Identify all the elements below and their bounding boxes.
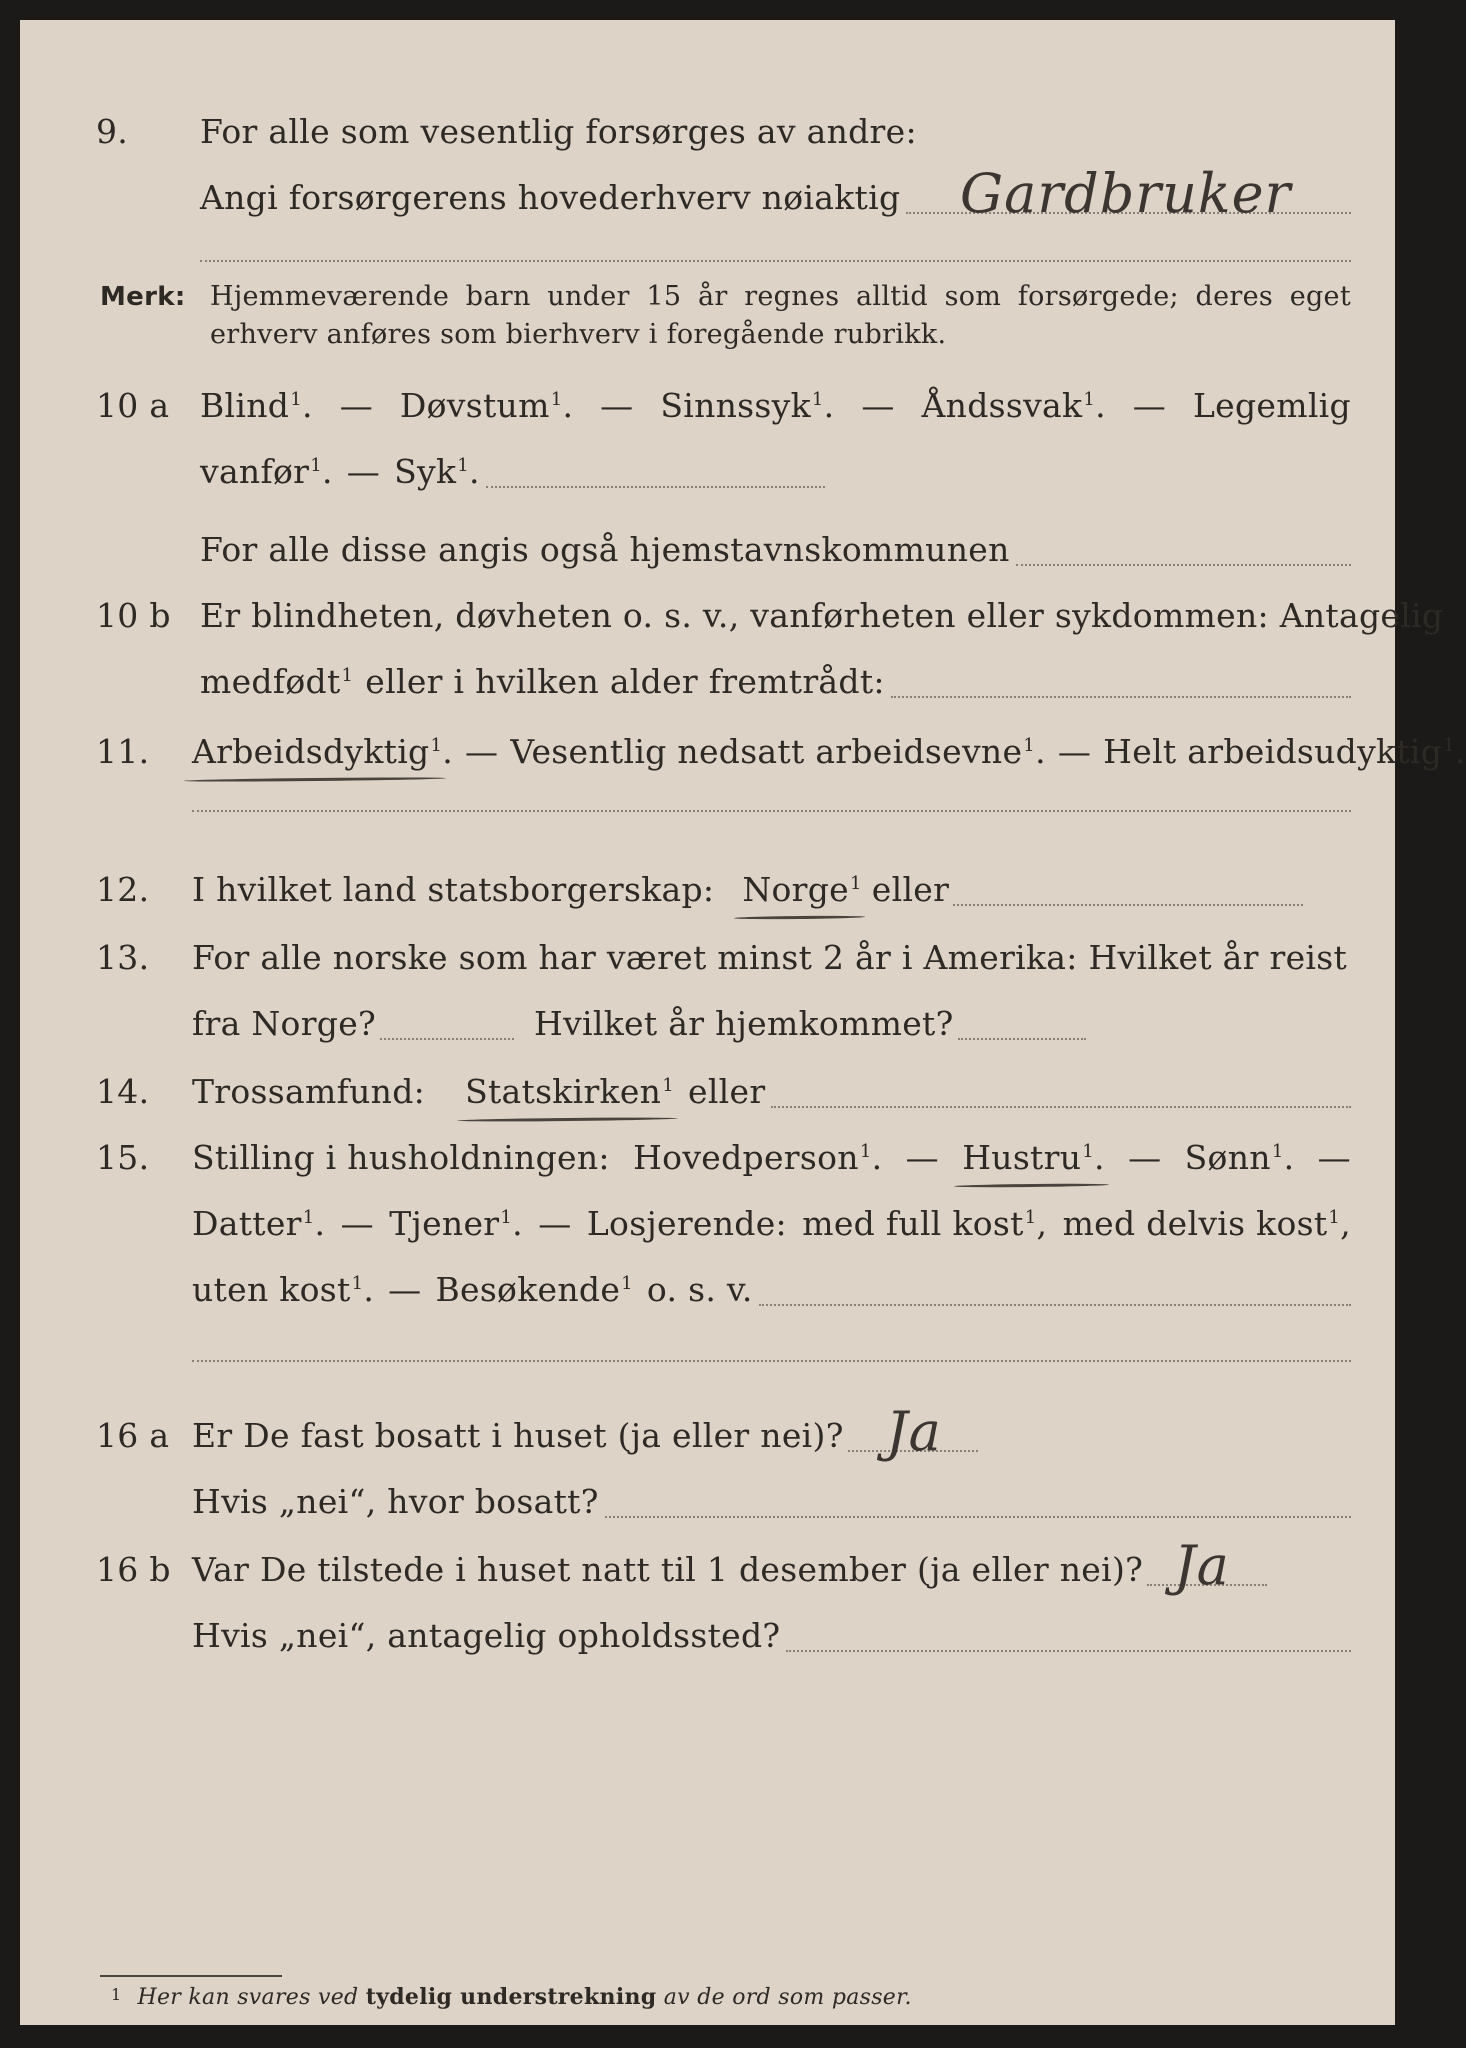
q13-fra-prompt: fra Norge? [192, 1004, 377, 1043]
q10a-syk-line [486, 486, 825, 488]
q11-line: 11. Arbeidsdyktig$^1$ . — Vesentlig nedsatt arbeidsevne$^1$. — Helt arbeidsudyktig$^1$. [96, 732, 1466, 771]
opt-andssvak: Åndssvak [921, 386, 1083, 425]
q12-number: 12. [96, 870, 150, 909]
q14-line: 14. Trossamfund: Statskirken$^1$ eller [192, 1072, 1351, 1116]
opt-vanfor: vanfør [200, 452, 310, 491]
q15-line1: 15. Stilling i husholdningen: Hovedperson$^1$. — Hustru$^1$. — Sønn$^1$. — [96, 1138, 1351, 1177]
q10b-line2: medfødt$^1$ eller i hvilken alder fremtrådt: [200, 662, 1351, 706]
q13-hjem-line [958, 1038, 1086, 1040]
q9-line1 [96, 112, 1351, 156]
opt-blind: Blind [200, 386, 290, 425]
q16b-followup-line [786, 1650, 1351, 1652]
merk-note [100, 278, 1351, 350]
q16a-followup-line [605, 1516, 1351, 1518]
census-form-page [20, 20, 1466, 2025]
q11-number: 11. [96, 732, 150, 771]
q10a-hjemstavn-line [1016, 564, 1351, 566]
q13-text: For alle norske som har været minst 2 år i Amerika: Hvilket år reist [192, 938, 1348, 977]
q16a-line1 [96, 1400, 1351, 1463]
q12-line: 12. I hvilket land statsborgerskap: Norge$^1$ eller [192, 870, 1351, 914]
q10b-line1 [96, 596, 1444, 640]
q10b-alder-prompt: eller i hvilken alder fremtrådt: [365, 662, 885, 701]
q13-line1 [96, 938, 1351, 982]
opt-delvis-kost: med delvis kost [1062, 1204, 1328, 1243]
merk-text: Hjemmeværende barn under 15 år regnes alltid som forsørgede; deres eget erhverv anføres som bierhverv i foregående rubrikk. [210, 281, 1351, 350]
opt-udyktig: Helt arbeidsudyktig [1103, 732, 1443, 771]
opt-hovedperson: Hovedperson [633, 1138, 859, 1177]
q10a-number: 10 a [96, 386, 170, 425]
q13-line2 [192, 1004, 1351, 1048]
opt-datter: Datter [192, 1204, 302, 1243]
q11-extra-line [192, 810, 1351, 812]
q13-number: 13. [96, 938, 150, 977]
opt-norge-underlined: Norge$^1$ [742, 870, 862, 909]
q10a-line3 [200, 530, 1351, 574]
opt-sinnssyk: Sinnssyk [660, 386, 811, 425]
opt-arbeidsdyktig-underlined: Arbeidsdyktig$^1$ [192, 732, 443, 771]
q13-fra-line [380, 1038, 514, 1040]
q14-number: 14. [96, 1072, 150, 1111]
opt-sonn: Sønn [1184, 1138, 1271, 1177]
q9-prompt: Angi forsørgerens hovederhverv nøiaktig [200, 178, 901, 217]
footnote-bold: tydelig understrekning [365, 1984, 657, 2010]
q15-answer-line [759, 1304, 1351, 1306]
q10b-text: Er blindheten, døvheten o. s. v., vanførheten eller sykdommen: Antagelig [200, 596, 1444, 635]
footnote-rule [100, 1975, 282, 1977]
q16a-question: Er De fast bosatt i huset (ja eller nei)? [192, 1416, 844, 1455]
q16b-line1 [96, 1534, 1351, 1597]
q15-number: 15. [96, 1138, 150, 1177]
q9-line2 [200, 162, 1351, 225]
q16b-number: 16 b [96, 1550, 171, 1589]
opt-uten-kost: uten kost [192, 1270, 351, 1309]
q16a-number: 16 a [96, 1416, 170, 1455]
q16a-followup: Hvis „nei“, hvor bosatt? [192, 1482, 599, 1521]
opt-legemlig: Legemlig [1192, 386, 1351, 425]
q15-extra-line [192, 1360, 1351, 1362]
q15-line2: Datter$^1$. — Tjener$^1$. — Losjerende: med full kost$^1$, med delvis kost$^1$, [192, 1204, 1351, 1243]
opt-nedsatt: Vesentlig nedsatt arbeidsevne [510, 732, 1023, 771]
q13-hjem-prompt: Hvilket år hjemkommet? [534, 1004, 954, 1043]
q16b-handwritten-answer: Ja [1174, 1534, 1230, 1597]
merk-label: Merk: [100, 282, 186, 312]
q14-answer-line [771, 1106, 1351, 1108]
opt-medfodt: medfødt [200, 662, 341, 701]
q15-line3: uten kost$^1$. — Besøkende$^1$ o. s. v. [192, 1270, 1351, 1314]
q9-text: For alle som vesentlig forsørges av andre: [200, 112, 917, 151]
opt-syk: Syk [394, 452, 457, 491]
opt-full-kost: med full kost [802, 1204, 1024, 1243]
q9-extra-line [200, 260, 1351, 262]
q10a-line2: vanfør$^1$. — Syk$^1$. [200, 452, 825, 496]
opt-statskirken-underlined: Statskirken$^1$ [465, 1072, 674, 1111]
footnote: $^1$ Her kan svares ved tydelig understrekning av de ord som passer. [111, 1984, 912, 2010]
q10b-answer-line [891, 696, 1351, 698]
q16b-line2 [192, 1616, 1351, 1660]
q16a-handwritten-answer: Ja [886, 1400, 942, 1463]
opt-hustru-underlined: Hustru$^1$. [962, 1138, 1105, 1177]
opt-losjerende: Losjerende: [586, 1204, 787, 1243]
q9-number: 9. [96, 112, 129, 151]
q16b-followup: Hvis „nei“, antagelig opholdssted? [192, 1616, 781, 1655]
footnote-mark: 1 [111, 1985, 122, 2004]
q9-handwritten-answer: Gardbruker [960, 162, 1292, 225]
q14-label: Trossamfund: [192, 1072, 426, 1111]
q12-label: I hvilket land statsborgerskap: [192, 870, 715, 909]
q12-answer-line [953, 904, 1303, 906]
q15-label: Stilling i husholdningen: [192, 1138, 610, 1177]
opt-tjener: Tjener [389, 1204, 500, 1243]
q10a-hjemstavn-prompt: For alle disse angis også hjemstavnskommunen [200, 530, 1010, 569]
opt-besokende: Besøkende [435, 1270, 621, 1309]
q16b-question: Var De tilstede i huset natt til 1 desember (ja eller nei)? [192, 1550, 1144, 1589]
opt-dovstum: Døvstum [399, 386, 550, 425]
q10b-number: 10 b [96, 596, 171, 635]
q10a-line1: 10 a Blind$^1$. — Døvstum$^1$. — Sinnssyk$^1$. — Åndssvak$^1$. — Legemlig [96, 386, 1351, 425]
q16a-line2 [192, 1482, 1351, 1526]
